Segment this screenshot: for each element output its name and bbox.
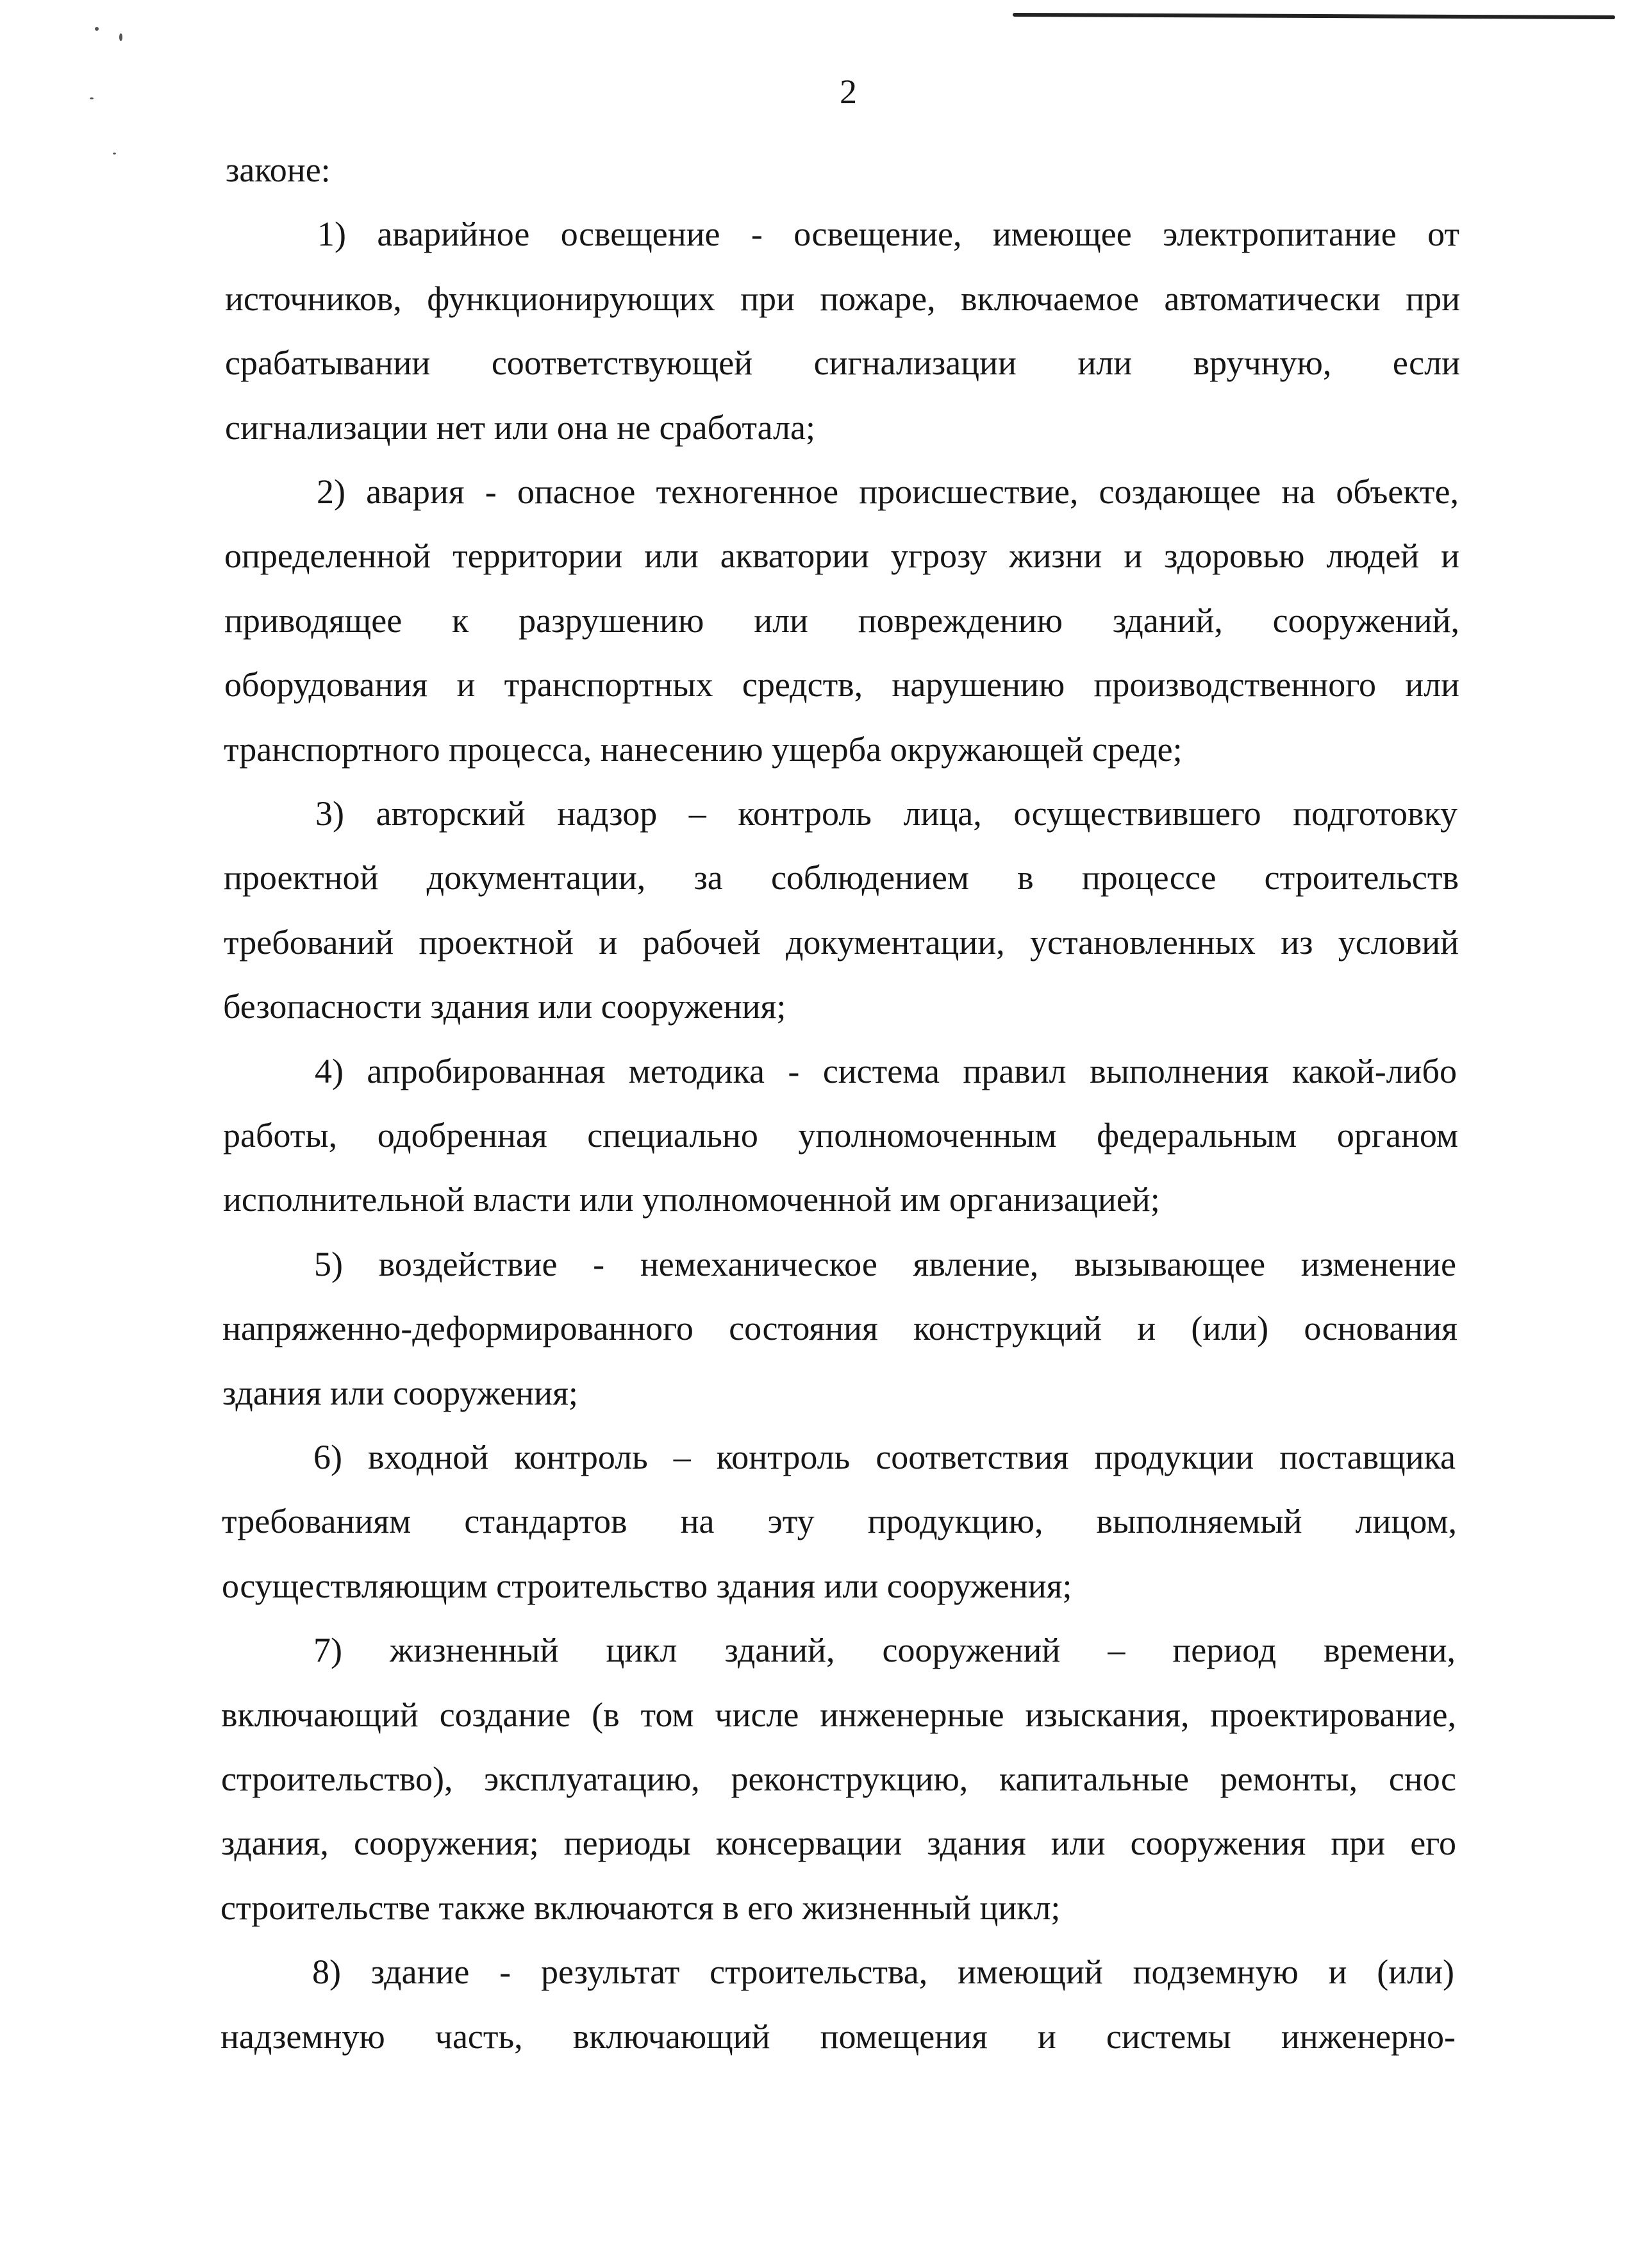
text-line: безопасности здания или сооружения;	[223, 987, 786, 1026]
text-line: транспортного процесса, нанесению ущерба окружающей среде;	[224, 730, 1183, 769]
text-line: работы, одобренная специально уполномоченным федеральным органом	[223, 1116, 1458, 1155]
text-line: срабатывании соответствующей сигнализации или вручную, если	[225, 344, 1460, 383]
text-line: оборудования и транспортных средств, нарушению производственного или	[224, 665, 1459, 705]
text-line: сигнализации нет или она не сработала;	[225, 408, 815, 447]
text-line: 6) входной контроль – контроль соответствия продукции поставщика	[313, 1438, 1456, 1476]
text-line: надземную часть, включающий помещения и системы инженерно-	[220, 2017, 1456, 2056]
text-line: строительстве также включаются в его жизненный цикл;	[220, 1888, 1061, 1927]
text-line: законе:	[226, 151, 331, 189]
text-line: включающий создание (в том числе инженерные изыскания, проектирование,	[221, 1695, 1456, 1734]
text-line: 7) жизненный цикл зданий, сооружений – период времени,	[313, 1631, 1456, 1670]
text-line: определенной территории или акватории угрозу жизни и здоровью людей и	[224, 537, 1459, 576]
text-line: 3) авторский надзор – контроль лица, осуществившего подготовку	[315, 794, 1458, 833]
scan-speck	[113, 153, 116, 154]
text-line: 8) здание - результат строительства, имеющий подземную и (или)	[312, 1953, 1454, 1992]
text-line: строительство), эксплуатацию, реконструкцию, капитальные ремонты, снос	[221, 1760, 1456, 1798]
text-line: 5) воздействие - немеханическое явление, вызывающее изменение	[314, 1244, 1456, 1283]
text-line: требований проектной и рабочей документации, установленных из условий	[224, 922, 1459, 962]
text-line: 2) авария - опасное техногенное происшествие, создающее на объекте,	[317, 472, 1459, 511]
scan-speck	[95, 27, 99, 31]
text-line: 4) апробированная методика - система правил выполнения какой-либо	[315, 1051, 1457, 1090]
text-line: напряженно-деформированного состояния конструкций и (или) основания	[222, 1309, 1458, 1348]
scan-top-rule	[1013, 13, 1615, 19]
text-line: требованиям стандартов на эту продукцию, выполняемый лицом,	[222, 1502, 1457, 1541]
text-line: проектной документации, за соблюдением в процессе строительств	[224, 858, 1459, 897]
text-line: приводящее к разрушению или повреждению зданий, сооружений,	[224, 601, 1459, 640]
scan-speck	[90, 97, 94, 99]
scan-speck	[119, 33, 122, 41]
text-line: здания или сооружения;	[222, 1373, 578, 1412]
text-line: источников, функционирующих при пожаре, включаемое автоматически при	[225, 279, 1460, 318]
text-line: осуществляющим строительство здания или сооружения;	[222, 1566, 1072, 1605]
text-line: здания, сооружения; периоды консервации здания или сооружения при его	[221, 1824, 1456, 1863]
text-line: 1) аварийное освещение - освещение, имеющее электропитание от	[317, 215, 1459, 254]
text-line: исполнительной власти или уполномоченной им организацией;	[223, 1180, 1160, 1219]
page-number: 2	[840, 72, 857, 111]
